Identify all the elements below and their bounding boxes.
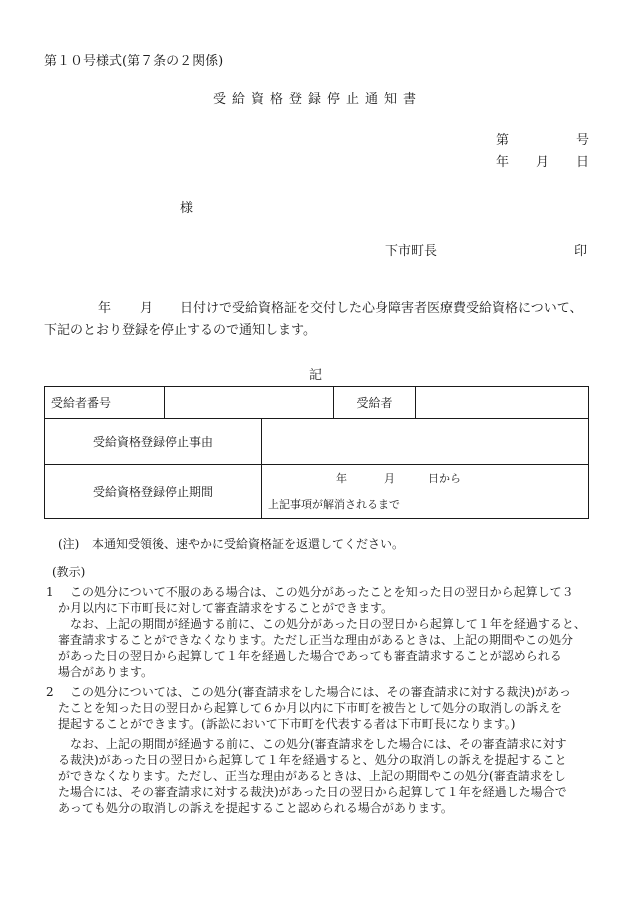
period-until: 上記事項が解消されるまで — [268, 498, 400, 511]
instruction-2-line: る裁決)があった日の翌日から起算して１年を経過すると、処分の取消しの訴えを提起すること — [58, 753, 567, 767]
recipient-number-label: 受給者番号 — [45, 387, 165, 419]
instruction-1-line: 審査請求することができなくなります。ただし正当な理由があるときは、上記の期間やこの処分 — [58, 633, 574, 647]
body-date-month: 月 — [140, 301, 154, 316]
instruction-1-line: この処分について不服のある場合は、この処分があったことを知った日の翌日から起算して３ — [70, 585, 574, 599]
issuer-name: 下市町長 — [385, 244, 438, 259]
instruction-2-line: あっても処分の取消しの訴えを提起すること認められる場合があります。 — [58, 801, 453, 815]
suspension-period-value — [262, 465, 589, 519]
date-day: 日 — [576, 155, 590, 170]
instruction-2-line: たことを知った日の翌日から起算して６か月以内に下市町を被告として処分の取消しの訴えを — [58, 701, 563, 715]
seal-mark: 印 — [574, 244, 588, 259]
period-from: 日から — [428, 472, 461, 485]
date-year: 年 — [496, 155, 510, 170]
instruction-2-line: なお、上記の期間が経過する前に、この処分(審査請求をした場合には、その審査請求に対す — [70, 737, 567, 751]
instruction-1-line: があった日の翌日から起算して１年を経過した場合であっても審査請求することが認められる — [58, 649, 562, 663]
recipient-number-value — [165, 387, 334, 419]
body-line-1: 日付けで受給資格証を交付した心身障害者医療費受給資格について、 — [180, 301, 583, 316]
form-number: 第１０号様式(第７条の２関係) — [44, 54, 224, 69]
instruction-2-line: ができなくなります。ただし、正当な理由があるときは、上記の期間やこの処分(審査請求をし — [58, 769, 566, 783]
date-month: 月 — [536, 155, 550, 170]
instruction-2-number: 2 — [46, 685, 54, 699]
note-label: (注) — [58, 537, 80, 551]
body-line-2: 下記のとおり登録を停止するので通知します。 — [44, 323, 316, 338]
suspension-period-label: 受給資格登録停止期間 — [45, 465, 262, 519]
instruction-2-line: た場合には、その審査請求に対する裁決)があった日の翌日から起算して１年を経過した場合で — [58, 785, 567, 799]
instruction-2-line: 提起することができます。(訴訟において下市町を代表する者は下市町長になります。) — [58, 717, 516, 731]
doc-number-dai: 第 — [496, 133, 510, 148]
suspension-reason-value — [262, 419, 589, 465]
document-title: 受給資格登録停止通知書 — [213, 92, 423, 107]
doc-number-go: 号 — [576, 133, 590, 148]
instruction-heading: (教示) — [52, 565, 86, 579]
period-month: 月 — [384, 472, 395, 485]
recipient-label: 受給者 — [334, 387, 416, 419]
record-table — [44, 386, 589, 519]
instruction-1-line: 場合があります。 — [58, 665, 154, 679]
instruction-2-line: この処分については、この処分(審査請求をした場合には、その審査請求に対する裁決)があっ — [70, 685, 572, 699]
ki-heading: 記 — [309, 368, 323, 383]
note-text: 本通知受領後、速やかに受給資格証を返還してください。 — [92, 537, 405, 551]
instruction-1-line: なお、上記の期間が経過する前に、この処分があった日の翌日から起算して１年を経過すると、 — [70, 617, 586, 631]
body-date-year: 年 — [98, 301, 112, 316]
instruction-1-number: 1 — [46, 585, 54, 599]
addressee-suffix: 様 — [180, 201, 194, 216]
instruction-1-line: か月以内に下市町長に対して審査請求をすることができます。 — [58, 601, 394, 615]
period-year: 年 — [336, 472, 347, 485]
recipient-value — [416, 387, 589, 419]
suspension-reason-label: 受給資格登録停止事由 — [45, 419, 262, 465]
